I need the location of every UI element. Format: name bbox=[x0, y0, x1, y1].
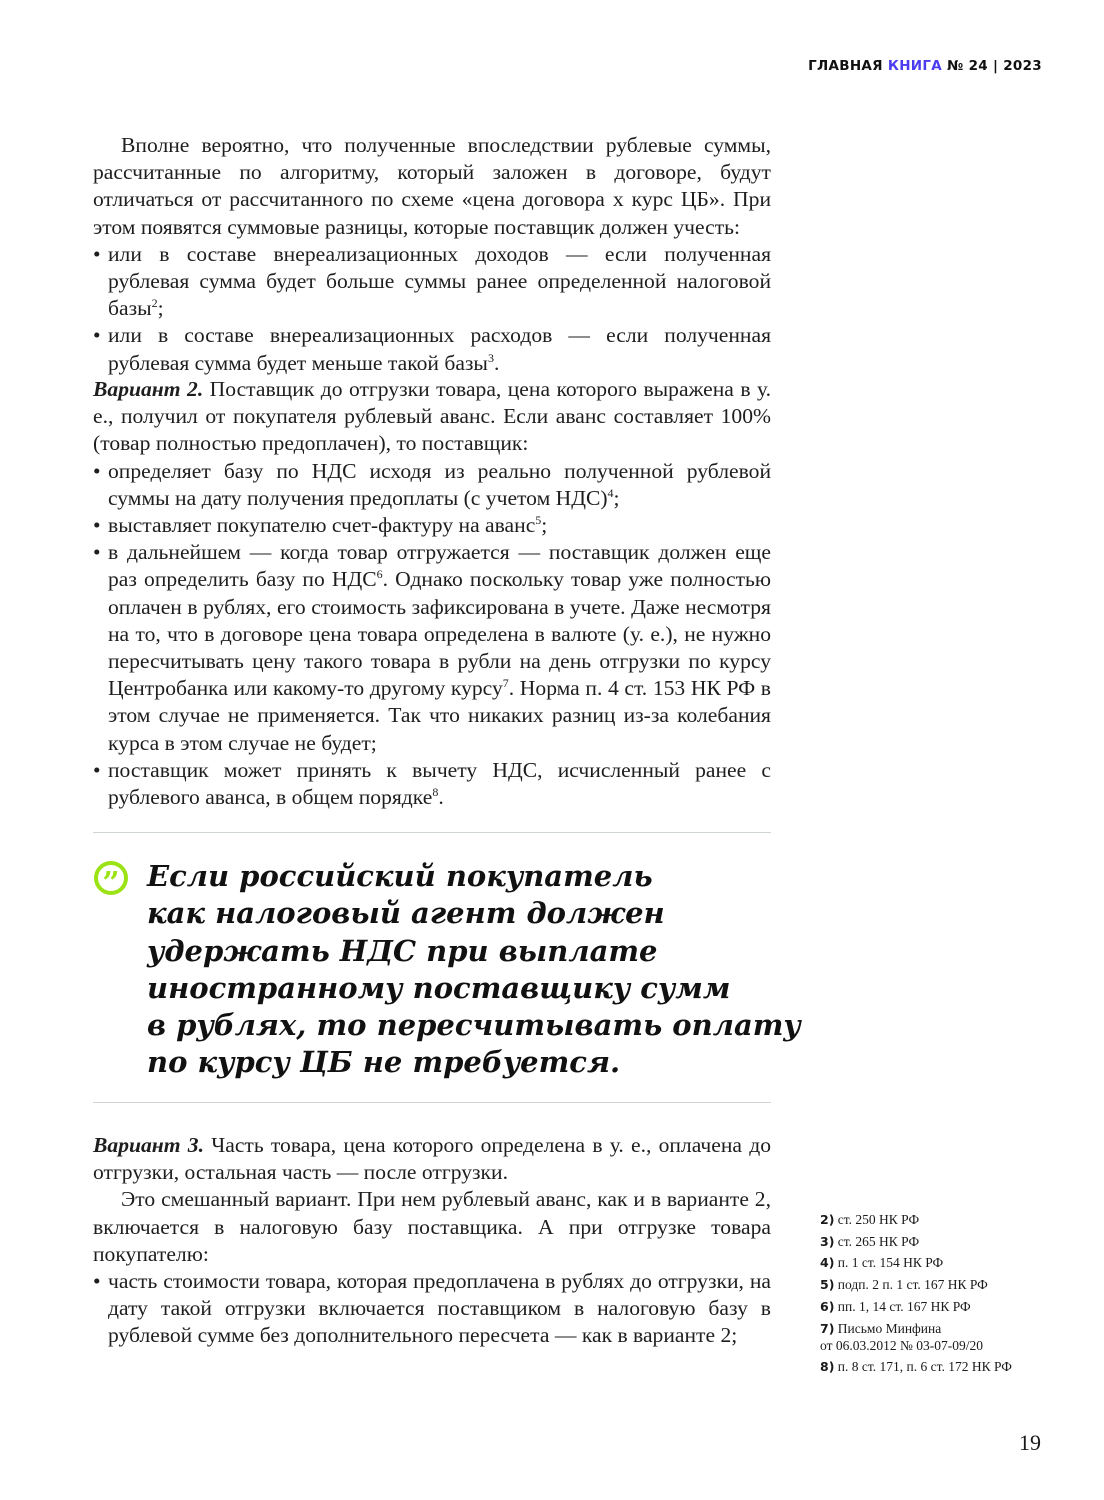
variant2-bullet-list bbox=[93, 458, 771, 812]
variant3-heading: Вариант 3. bbox=[93, 1133, 204, 1157]
intro-section bbox=[93, 132, 771, 377]
list-item: • выставляет покупателю счет-фактуру на аванс$^5$; bbox=[93, 512, 771, 539]
footnote-ref[interactable]: 8 bbox=[432, 785, 439, 800]
footnote-ref[interactable]: 2 bbox=[151, 296, 158, 311]
footnote: 5) подп. 2 п. 1 ст. 167 НК РФ bbox=[820, 1277, 988, 1293]
page-number: 19 bbox=[1019, 1430, 1041, 1455]
issue-number: № 24 | 2023 bbox=[947, 58, 1042, 74]
list-item: • часть стоимости товара, которая предоплачена в рублях до отгрузки, на дату такой отгрузки включается поставщиком в налоговую базу в рублевой сумме без дополнительного пересчета — как в варианте 2; bbox=[93, 1268, 771, 1350]
brand-name-part1: ГЛАВНАЯ bbox=[808, 58, 883, 74]
footnote-ref[interactable]: 4 bbox=[607, 485, 614, 500]
footnote: 7) Письмо Минфина от 06.03.2012 № 03-07-09/20 bbox=[820, 1320, 983, 1353]
pull-quote-line: как налоговый агент должен bbox=[147, 896, 665, 931]
variant3-section bbox=[93, 1132, 771, 1350]
pull-quote-line: иностранному поставщику сумм bbox=[147, 970, 731, 1005]
footnote-ref[interactable]: 5 bbox=[535, 513, 542, 528]
footnotes bbox=[820, 1209, 1060, 1377]
pull-quote bbox=[147, 858, 801, 1082]
variant2-heading: Вариант 2. bbox=[93, 377, 204, 401]
variant3-bullet-list bbox=[93, 1268, 771, 1350]
divider bbox=[93, 832, 771, 833]
footnote: 6) пп. 1, 14 ст. 167 НК РФ bbox=[820, 1298, 971, 1314]
footnote: 4) п. 1 ст. 154 НК РФ bbox=[820, 1255, 944, 1271]
list-item: • или в составе внереализационных расходов — если полученная рублевая сумма будет меньше такой базы$^3$. bbox=[93, 322, 771, 376]
variant2-section bbox=[93, 376, 771, 811]
list-item: • в дальнейшем — когда товар отгружается — поставщик должен еще раз определить базу по НДС$^6$. Однако поскольку товар уже полностью оплачен в рублях, его стоимость зафиксирована в учете. Даже несмотря на то, что в договоре цена товара определена в валюте (у. е.), не нужно пересчитывать цену такого товара в рубли на день отгрузки по курсу Центробанка или какому-то другому курсу$^7$. Норма п. 4 ст. 153 НК РФ в этом случае не применяется. Так что никаких разниц из-за колебания курса в этом случае не будет; bbox=[93, 539, 771, 757]
footnote: 8) п. 8 ст. 171, п. 6 ст. 172 НК РФ bbox=[820, 1358, 1012, 1374]
pull-quote-line: в рублях, то пересчитывать оплату bbox=[147, 1008, 801, 1043]
intro-bullet-list bbox=[93, 241, 771, 377]
pull-quote-line: удержать НДС при выплате bbox=[147, 933, 658, 968]
footnote-ref[interactable]: 3 bbox=[487, 350, 494, 365]
quote-mark-icon: ” bbox=[94, 861, 128, 895]
variant3-paragraph: Вариант 3. Часть товара, цена которого определена в у. е., оплачена до отгрузки, остальная часть — после отгрузки. bbox=[93, 1133, 771, 1185]
running-header bbox=[808, 58, 1042, 74]
pull-quote-line: Если российский покупатель bbox=[147, 859, 653, 893]
footnote-ref[interactable]: 6 bbox=[376, 567, 383, 582]
intro-paragraph: Вполне вероятно, что полученные впоследствии рублевые суммы, рассчитанные по алгоритму, который заложен в договоре, будут отличаться от рассчитанного по схеме «цена договора х курс ЦБ». При этом появятся суммовые разницы, которые поставщик должен учесть: bbox=[93, 133, 771, 239]
variant2-paragraph: Вариант 2. Поставщик до отгрузки товара, цена которого выражена в у. е., получил от покупателя рублевый аванс. Если аванс составляет 100% (товар полностью предоплачен), то поставщик: bbox=[93, 377, 771, 456]
divider bbox=[93, 1102, 771, 1103]
footnote: 2) ст. 250 НК РФ bbox=[820, 1212, 920, 1227]
list-item: • определяет базу по НДС исходя из реально полученной рублевой суммы на дату получения предоплаты (с учетом НДС)$^4$; bbox=[93, 458, 771, 512]
variant3-paragraph-2: Это смешанный вариант. При нем рублевый аванс, как и в варианте 2, включается в налоговую базу поставщика. А при отгрузке товара покупателю: bbox=[93, 1187, 771, 1266]
brand-name-part2: КНИГА bbox=[887, 58, 943, 74]
footnote-ref[interactable]: 7 bbox=[502, 676, 509, 691]
list-item: • или в составе внереализационных доходов — если полученная рублевая сумма будет больше суммы ранее определенной налоговой базы$^2$; bbox=[93, 241, 771, 323]
pull-quote-line: по курсу ЦБ не требуется. bbox=[147, 1045, 621, 1080]
footnote: 3) ст. 265 НК РФ bbox=[820, 1233, 920, 1249]
list-item: • поставщик может принять к вычету НДС, исчисленный ранее с рублевого аванса, в общем порядке$^8$. bbox=[93, 757, 771, 811]
